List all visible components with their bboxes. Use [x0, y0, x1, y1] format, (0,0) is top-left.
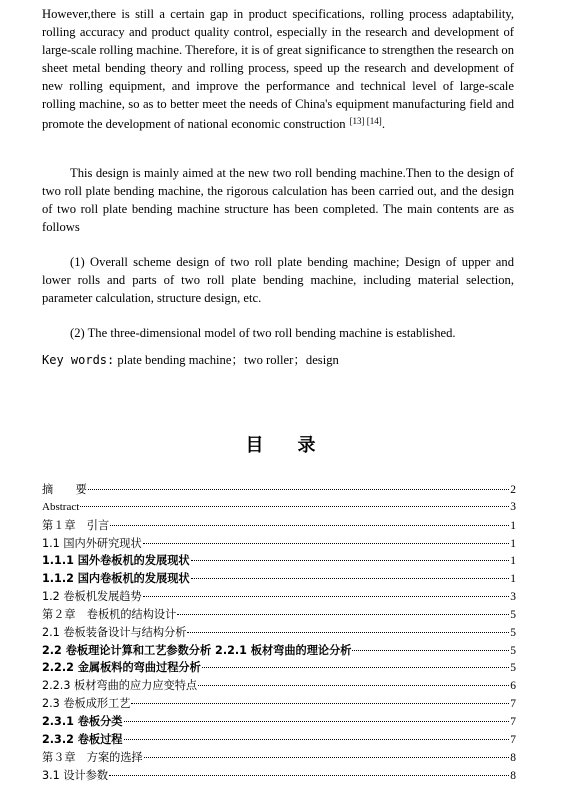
toc-dot-leader	[131, 703, 509, 704]
toc-dot-leader	[109, 775, 509, 776]
toc-entry-text: 2.3 卷板成形工艺	[42, 697, 131, 711]
toc-entry-text: 2.2.2 金属板料的弯曲过程分析	[42, 661, 201, 675]
toc-entry-text: 2.3.1 卷板分类	[42, 714, 123, 728]
toc-entry-text: Abstract	[42, 500, 80, 513]
toc-entry-1-1-2[interactable]	[42, 570, 516, 588]
abstract-paragraph-1-text: However,there is still a certain gap in product specifications, rolling process adaptability, rolling accuracy and product quality control, especially in the research and development of large-scale rolling machine. Therefore, it is of great significance to strengthen the research on sheet metal bending theory and rolling process, speed up the research and development of new rolling equipment, and improve the performance and technical level of large-scale rolling machine, so as to better meet the needs of China's equipment manufacturing field and promote the development of national economic construction	[42, 7, 514, 132]
toc-entry-3-1[interactable]	[42, 767, 516, 785]
toc-page-number: 7	[510, 698, 516, 711]
toc-entry-1-1[interactable]	[42, 535, 516, 553]
toc-dot-leader	[143, 596, 510, 597]
toc-title: 目录	[245, 435, 350, 456]
toc-dot-leader	[88, 489, 509, 490]
abstract-paragraph-2: This design is mainly aimed at the new two roll bending machine.Then to the design of two roll plate bending machine, the rigorous calculation has been carried out, and the design of two roll plate bending machine structure has been completed. The main contents are as follows	[42, 166, 514, 234]
toc-page-number: 6	[510, 680, 516, 693]
abstract-paragraph-4: (2) The three-dimensional model of two roll bending machine is established.	[70, 326, 456, 340]
toc-dot-leader	[143, 543, 510, 544]
citation-reference: [13] [14]	[349, 116, 382, 127]
toc-page-number: 1	[510, 555, 516, 568]
toc-dot-leader	[177, 614, 509, 615]
toc-entry-chapter-2[interactable]	[42, 606, 516, 624]
toc-dot-leader	[124, 721, 510, 722]
toc-dot-leader	[80, 506, 509, 507]
toc-entry-1-2[interactable]	[42, 588, 516, 606]
toc-entry-abstract-cn[interactable]	[42, 481, 516, 499]
citation-end: .	[381, 117, 385, 132]
toc-entry-text: 2.3.2 卷板过程	[42, 732, 123, 746]
toc-entry-2-2[interactable]	[42, 642, 516, 660]
toc-entry-text: 摘 要	[42, 483, 87, 496]
toc-entry-chapter-3[interactable]	[42, 749, 516, 767]
toc-dot-leader	[187, 632, 509, 633]
toc-entry-text: 第２章 卷板机的结构设计	[42, 607, 177, 621]
toc-entry-chapter-1[interactable]	[42, 517, 516, 535]
toc-entry-text: 1.1.1 国外卷板机的发展现状	[42, 554, 190, 568]
toc-entry-text: 3.1 设计参数	[42, 768, 109, 782]
toc-dot-leader	[352, 650, 509, 651]
keywords-text: plate bending machine；two roller；design	[117, 353, 339, 367]
toc-entry-text: 2.1 卷板装备设计与结构分析	[42, 625, 187, 639]
toc-entry-text: 1.2 卷板机发展趋势	[42, 590, 142, 604]
toc-page-number: 5	[510, 662, 516, 675]
toc-entry-text: 第１章 引言	[42, 518, 110, 532]
toc-dot-leader	[110, 525, 509, 526]
toc-dot-leader	[191, 578, 510, 579]
toc-entry-abstract-en[interactable]	[42, 499, 516, 517]
toc-dot-leader	[191, 560, 510, 561]
toc-entry-2-2-2[interactable]	[42, 659, 516, 677]
toc-entry-2-3-2[interactable]	[42, 731, 516, 749]
toc-entry-2-1[interactable]	[42, 624, 516, 642]
toc-entry-1-1-1[interactable]	[42, 552, 516, 570]
keywords-label: Key words:	[42, 353, 115, 367]
toc-entry-text: 第３章 方案的选择	[42, 750, 143, 764]
toc-page-number: 5	[510, 626, 516, 639]
toc-page-number: 3	[510, 591, 516, 604]
toc-page-number: 7	[510, 715, 516, 728]
toc-page-number: 1	[510, 537, 516, 550]
toc-page-number: 1	[510, 519, 516, 532]
toc-dot-leader	[198, 685, 509, 686]
toc-entry-2-2-3[interactable]	[42, 677, 516, 695]
toc-page-number: 8	[510, 769, 516, 782]
toc-entry-text: 2.2 卷板理论计算和工艺参数分析 2.2.1 板材弯曲的理论分析	[42, 643, 352, 657]
toc-entry-2-3-1[interactable]	[42, 713, 516, 731]
abstract-paragraph-3: (1) Overall scheme design of two roll plate bending machine; Design of upper and lower rolls and parts of two roll plate bending machine, including material selection, parameter calculation, structure design, etc.	[42, 255, 514, 305]
toc-page-number: 1	[510, 573, 516, 586]
abstract-paragraph-1	[42, 6, 514, 134]
keywords-line	[42, 352, 514, 369]
table-of-contents	[42, 481, 516, 784]
toc-entry-2-3[interactable]	[42, 695, 516, 713]
toc-dot-leader	[202, 667, 509, 668]
toc-entry-text: 2.2.3 板材弯曲的应力应变特点	[42, 679, 198, 693]
toc-entry-text: 1.1 国内外研究现状	[42, 536, 142, 550]
toc-dot-leader	[144, 757, 510, 758]
toc-page-number: 5	[510, 608, 516, 621]
toc-page-number: 5	[510, 644, 516, 657]
toc-page-number: 7	[510, 733, 516, 746]
toc-entry-text: 1.1.2 国内卷板机的发展现状	[42, 572, 190, 586]
toc-dot-leader	[124, 739, 510, 740]
toc-page-number: 8	[510, 751, 516, 764]
toc-page-number: 2	[510, 484, 516, 496]
toc-page-number: 3	[510, 500, 516, 513]
